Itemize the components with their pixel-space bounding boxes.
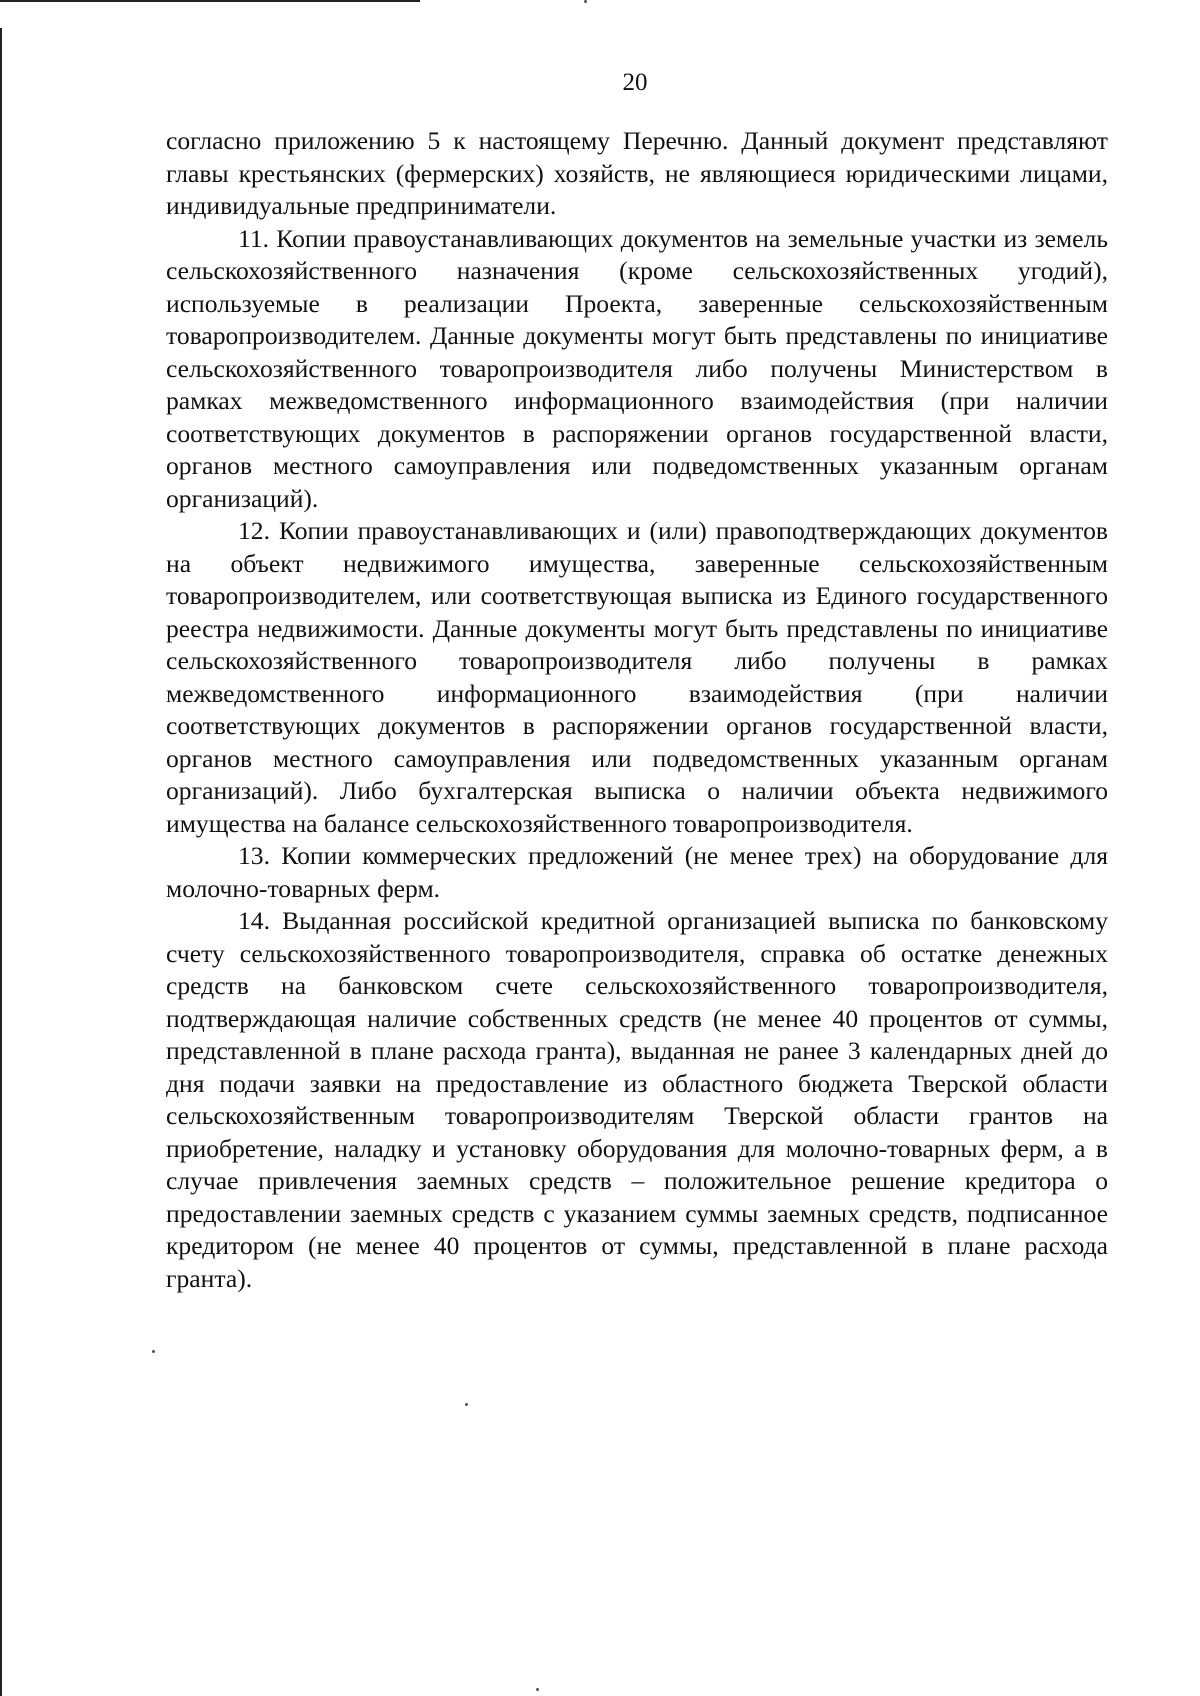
paragraph-item-12: 12. Копии правоустанавливающих и (или) правоподтверждающих документов на объект недвижимого имущества, заверенные сельскохозяйственным товаропроизводителем, или соответствующая выписка из Единого государственного реестра недвижимости. Данные документы могут быть представлены по инициативе сельскохозяйственного товаропроизводителя либо получены в рамках межведомственного информационного взаимодействия (при наличии соответствующих документов в распоряжении органов государственной власти, органов местного самоуправления или подведомственных указанным органам организаций). Либо бухгалтерская выписка о наличии объекта недвижимого имущества на балансе сельскохозяйственного товаропроизводителя. bbox=[166, 516, 1108, 838]
page-number: 20 bbox=[622, 69, 648, 96]
scan-edge-left bbox=[0, 28, 2, 1696]
paragraph-item-13: 13. Копии коммерческих предложений (не менее трех) на оборудование для молочно-товарных ферм. bbox=[166, 841, 1108, 903]
scan-speck bbox=[584, 0, 587, 3]
scan-speck bbox=[465, 1403, 468, 1406]
scan-edge-top bbox=[0, 0, 420, 2]
paragraph-item-14: 14. Выданная российской кредитной организацией выписка по банковскому счету сельскохозяйственного товаропроизводителя, справка об остатке денежных средств на банковском счете сельскохозяйственного товаропроизводителя, подтверждающая наличие собственных средств (не менее 40 процентов от суммы, представленной в плане расхода гранта), выданная не ранее 3 календарных дней до дня подачи заявки на предоставление из областного бюджета Тверской области сельскохозяйственным товаропроизводителям Тверской области грантов на приобретение, наладку и установку оборудования для молочно-товарных ферм, а в случае привлечения заемных средств – положительное решение кредитора о предоставлении заемных средств с указанием суммы заемных средств, подписанное кредитором (не менее 40 процентов от суммы, представленной в плане расхода гранта). bbox=[166, 906, 1108, 1293]
scan-speck bbox=[536, 1688, 539, 1691]
paragraph-continuation: согласно приложению 5 к настоящему Перечню. Данный документ представляют главы крестьянских (фермерских) хозяйств, не являющиеся юридическими лицами, индивидуальные предприниматели. bbox=[166, 126, 1108, 220]
document-body bbox=[166, 125, 1108, 1295]
scan-speck bbox=[152, 1350, 155, 1353]
paragraph-item-11: 11. Копии правоустанавливающих документов на земельные участки из земель сельскохозяйственного назначения (кроме сельскохозяйственных угодий), используемые в реализации Проекта, заверенные сельскохозяйственным товаропроизводителем. Данные документы могут быть представлены по инициативе сельскохозяйственного товаропроизводителя либо получены Министерством в рамках межведомственного информационного взаимодействия (при наличии соответствующих документов в распоряжении органов государственной власти, органов местного самоуправления или подведомственных указанным органам организаций). bbox=[166, 223, 1108, 513]
